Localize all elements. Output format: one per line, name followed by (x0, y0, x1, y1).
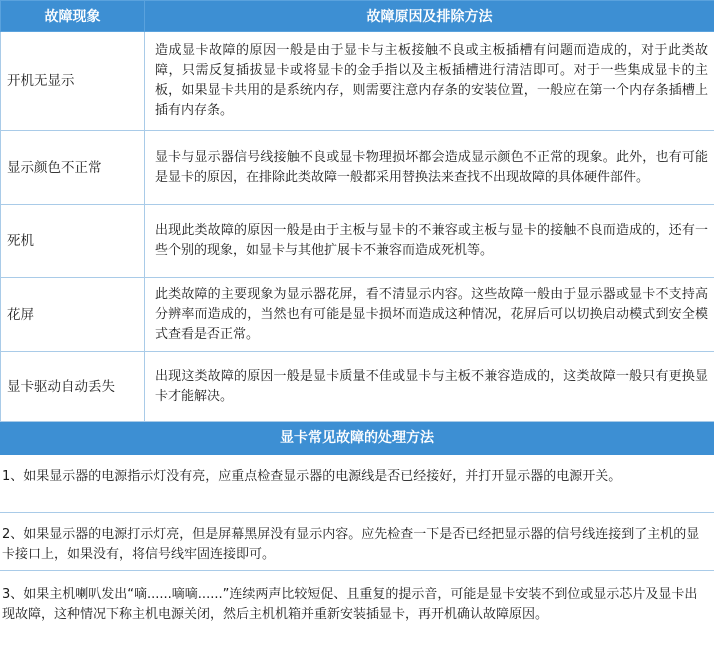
tip-item (0, 513, 714, 571)
tip-text: 1、如果显示器的电源指示灯没有亮，应重点检查显示器的电源线是否已经接好，并打开显示器的电源开关。 (2, 469, 622, 484)
table-row (1, 32, 714, 131)
header-symptom: 故障现象 (1, 1, 145, 32)
symptom-cell: 开机无显示 (1, 32, 145, 131)
symptom-cell: 死机 (1, 205, 145, 278)
tip-item (0, 455, 714, 513)
tip-text: 2、如果显示器的电源打示灯亮，但是屏幕黑屏没有显示内容。应先检查一下是否已经把显示器的信号线连接到了主机的显卡接口上，如果没有，将信号线牢固连接即可。 (2, 527, 700, 562)
table-row (1, 131, 714, 205)
description-cell: 出现这类故障的原因一般是显卡质量不佳或显卡与主板不兼容造成的，这类故障一般只有更换显卡才能解决。 (145, 352, 714, 422)
tip-item (0, 571, 714, 662)
description-cell: 出现此类故障的原因一般是由于主板与显卡的不兼容或主板与显卡的接触不良而造成的，还有一些个别的现象，如显卡与其他扩展卡不兼容而造成死机等。 (145, 205, 714, 278)
symptom-cell: 显卡驱动自动丢失 (1, 352, 145, 422)
description-cell: 显卡与显示器信号线接触不良或显卡物理损坏都会造成显示颜色不正常的现象。此外，也有可能是显卡的原因，在排除此类故障一般都采用替换法来查找不出现故障的具体硬件部件。 (145, 131, 714, 205)
table-header-row (1, 1, 714, 32)
description-cell: 此类故障的主要现象为显示器花屏，看不清显示内容。这些故障一般由于显示器或显卡不支持高分辨率而造成的，当然也有可能是显卡损坏而造成这种情况，花屏后可以切换启动模式到安全模式查看是否正常。 (145, 278, 714, 352)
description-cell: 造成显卡故障的原因一般是由于显卡与主板接触不良或主板插槽有问题而造成的，对于此类故障，只需反复插拔显卡或将显卡的金手指以及主板插槽进行清洁即可。对于一些集成显卡的主板，如果显卡共用的是系统内存，则需要注意内存条的安装位置，一般应在第一个内存条插槽上插有内存条。 (145, 32, 714, 131)
table-row (1, 352, 714, 422)
symptom-cell: 显示颜色不正常 (1, 131, 145, 205)
section-title: 显卡常见故障的处理方法 (0, 422, 714, 455)
tip-text: 3、如果主机喇叭发出“嘀......嘀嘀......”连续两声比较短促、且重复的提示音，可能是显卡安装不到位或显示芯片及显卡出现故障，这种情况下称主机电源关闭，然后主机机箱并重新安装插显卡，再开机确认故障原因。 (2, 587, 698, 622)
header-cause-solution: 故障原因及排除方法 (145, 1, 714, 32)
table-row (1, 278, 714, 352)
table-row (1, 205, 714, 278)
symptom-cell: 花屏 (1, 278, 145, 352)
